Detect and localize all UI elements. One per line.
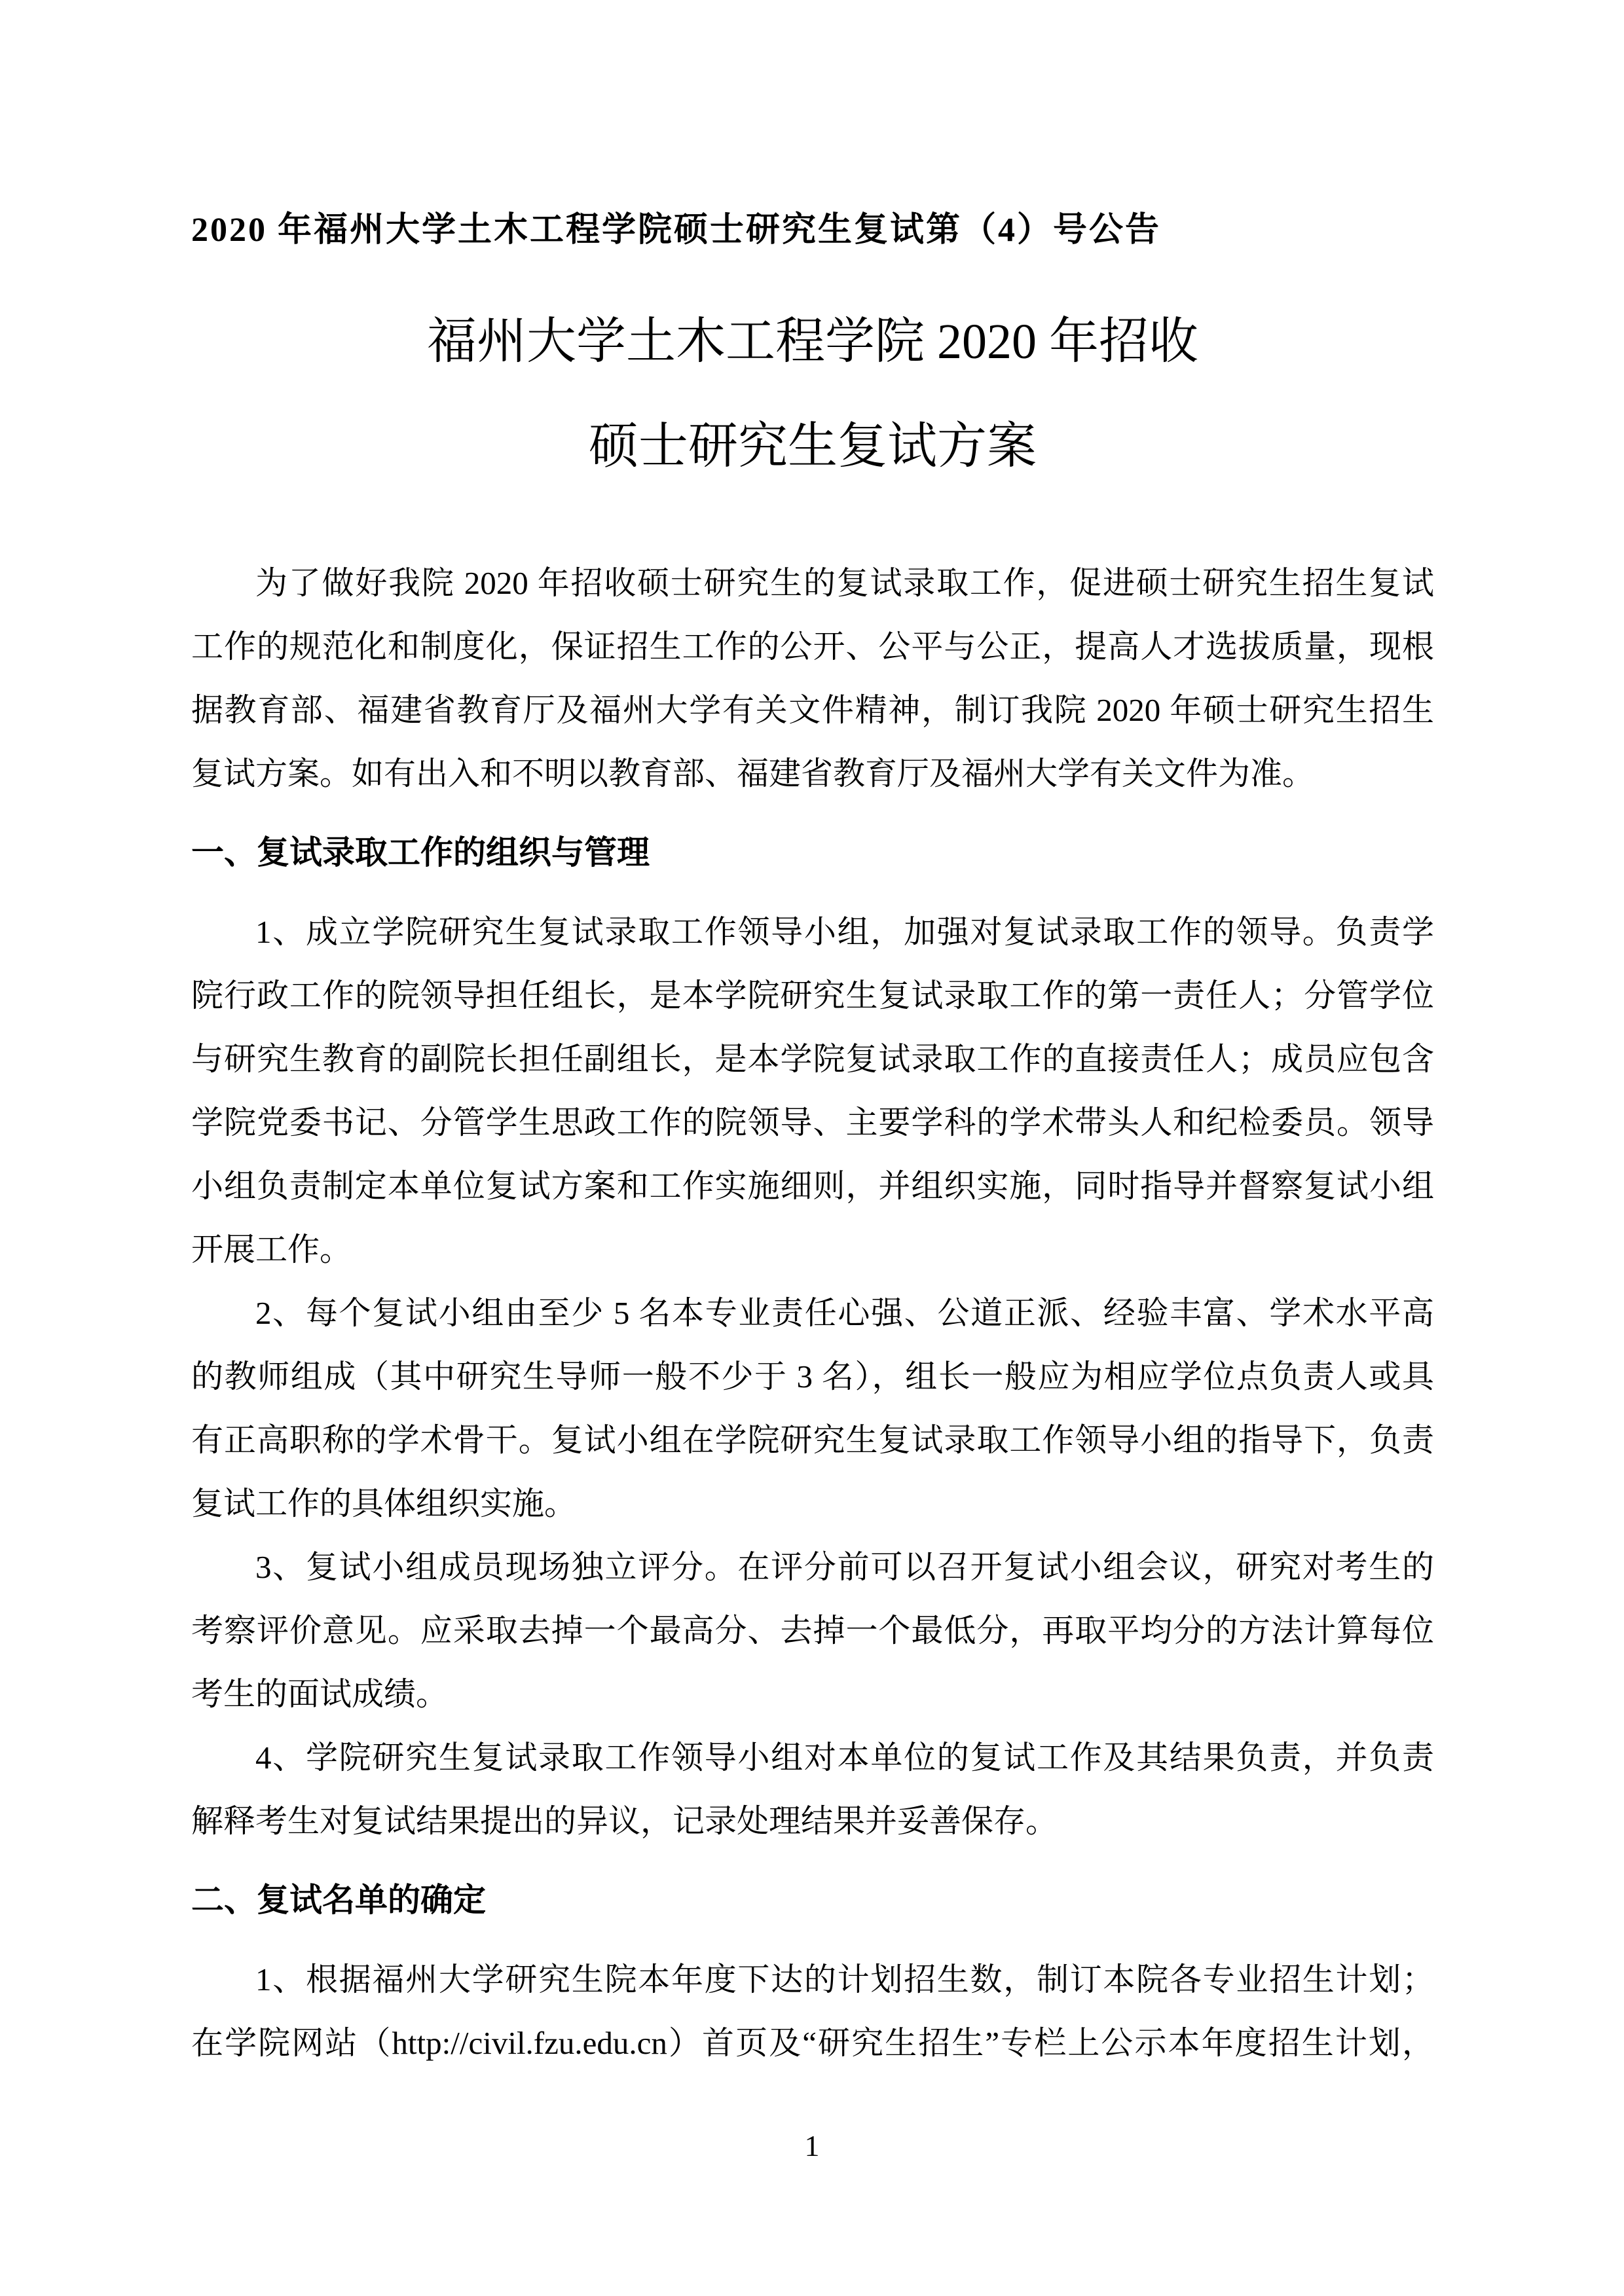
section-heading: 一、复试录取工作的组织与管理 (191, 834, 650, 871)
document-title (191, 289, 1434, 499)
text-line: 与研究生教育的副院长担任副组长，是本学院复试录取工作的直接责任人；成员应包含 (191, 1041, 1434, 1077)
section-heading: 二、复试名单的确定 (191, 1882, 486, 1918)
text-line: 解释考生对复试结果提出的异议，记录处理结果并妥善保存。 (191, 1803, 1058, 1839)
text-line: 1、根据福州大学研究生院本年度下达的计划招生数，制订本院各专业招生计划； (255, 1961, 1434, 1997)
text-line: 据教育部、福建省教育厅及福州大学有关文件精神，制订我院 2020 年硕士研究生招生 (191, 692, 1434, 728)
text-line: 在学院网站（http://civil.fzu.edu.cn）首页及“研究生招生”专栏上公示本年度招生计划， (191, 2025, 1434, 2061)
paragraph (191, 1948, 1434, 2075)
text-line: 为了做好我院 2020 年招收硕士研究生的复试录取工作，促进硕士研究生招生复试 (255, 565, 1434, 601)
text-line: 学院党委书记、分管学生思政工作的院领导、主要学科的学术带头人和纪检委员。领导 (191, 1104, 1434, 1140)
text-line: 复试方案。如有出入和不明以教育部、福建省教育厅及福州大学有关文件为准。 (191, 756, 1315, 792)
text-line: 复试工作的具体组织实施。 (191, 1485, 577, 1522)
text-line: 2、每个复试小组由至少 5 名本专业责任心强、公道正派、经验丰富、学术水平高 (255, 1295, 1434, 1331)
text-line: 3、复试小组成员现场独立评分。在评分前可以召开复试小组会议，研究对考生的 (255, 1549, 1434, 1585)
text-line: 工作的规范化和制度化，保证招生工作的公开、公平与公正，提高人才选拔质量，现根 (191, 629, 1434, 665)
text-line: 有正高职称的学术骨干。复试小组在学院研究生复试录取工作领导小组的指导下，负责 (191, 1422, 1434, 1458)
text-line: 的教师组成（其中研究生导师一般不少于 3 名），组长一般应为相应学位点负责人或具 (191, 1358, 1434, 1394)
text-line: 考察评价意见。应采取去掉一个最高分、去掉一个最低分，再取平均分的方法计算每位 (191, 1613, 1434, 1649)
notice-number-line: 2020 年福州大学土木工程学院硕士研究生复试第（4）号公告 (191, 211, 1162, 249)
document-body (191, 551, 1434, 2075)
paragraph (191, 551, 1434, 805)
page-number: 1 (804, 2129, 820, 2162)
paragraph (191, 1726, 1434, 1853)
text-line: 1、成立学院研究生复试录取工作领导小组，加强对复试录取工作的领导。负责学 (255, 914, 1434, 950)
document-title-line2: 硕士研究生复试方案 (589, 419, 1037, 474)
paragraph (191, 900, 1434, 1281)
document-content (191, 0, 1434, 2075)
text-line: 院行政工作的院领导担任组长，是本学院研究生复试录取工作的第一责任人；分管学位 (191, 977, 1434, 1013)
text-line: 4、学院研究生复试录取工作领导小组对本单位的复试工作及其结果负责，并负责 (255, 1740, 1434, 1776)
text-line: 小组负责制定本单位复试方案和工作实施细则，并组织实施，同时指导并督察复试小组 (191, 1168, 1434, 1204)
paragraph (191, 1281, 1434, 1535)
document-title-line1: 福州大学土木工程学院 2020 年招收 (427, 314, 1198, 369)
paragraph (191, 1535, 1434, 1726)
text-line: 开展工作。 (191, 1231, 352, 1267)
text-line: 考生的面试成绩。 (191, 1676, 449, 1712)
